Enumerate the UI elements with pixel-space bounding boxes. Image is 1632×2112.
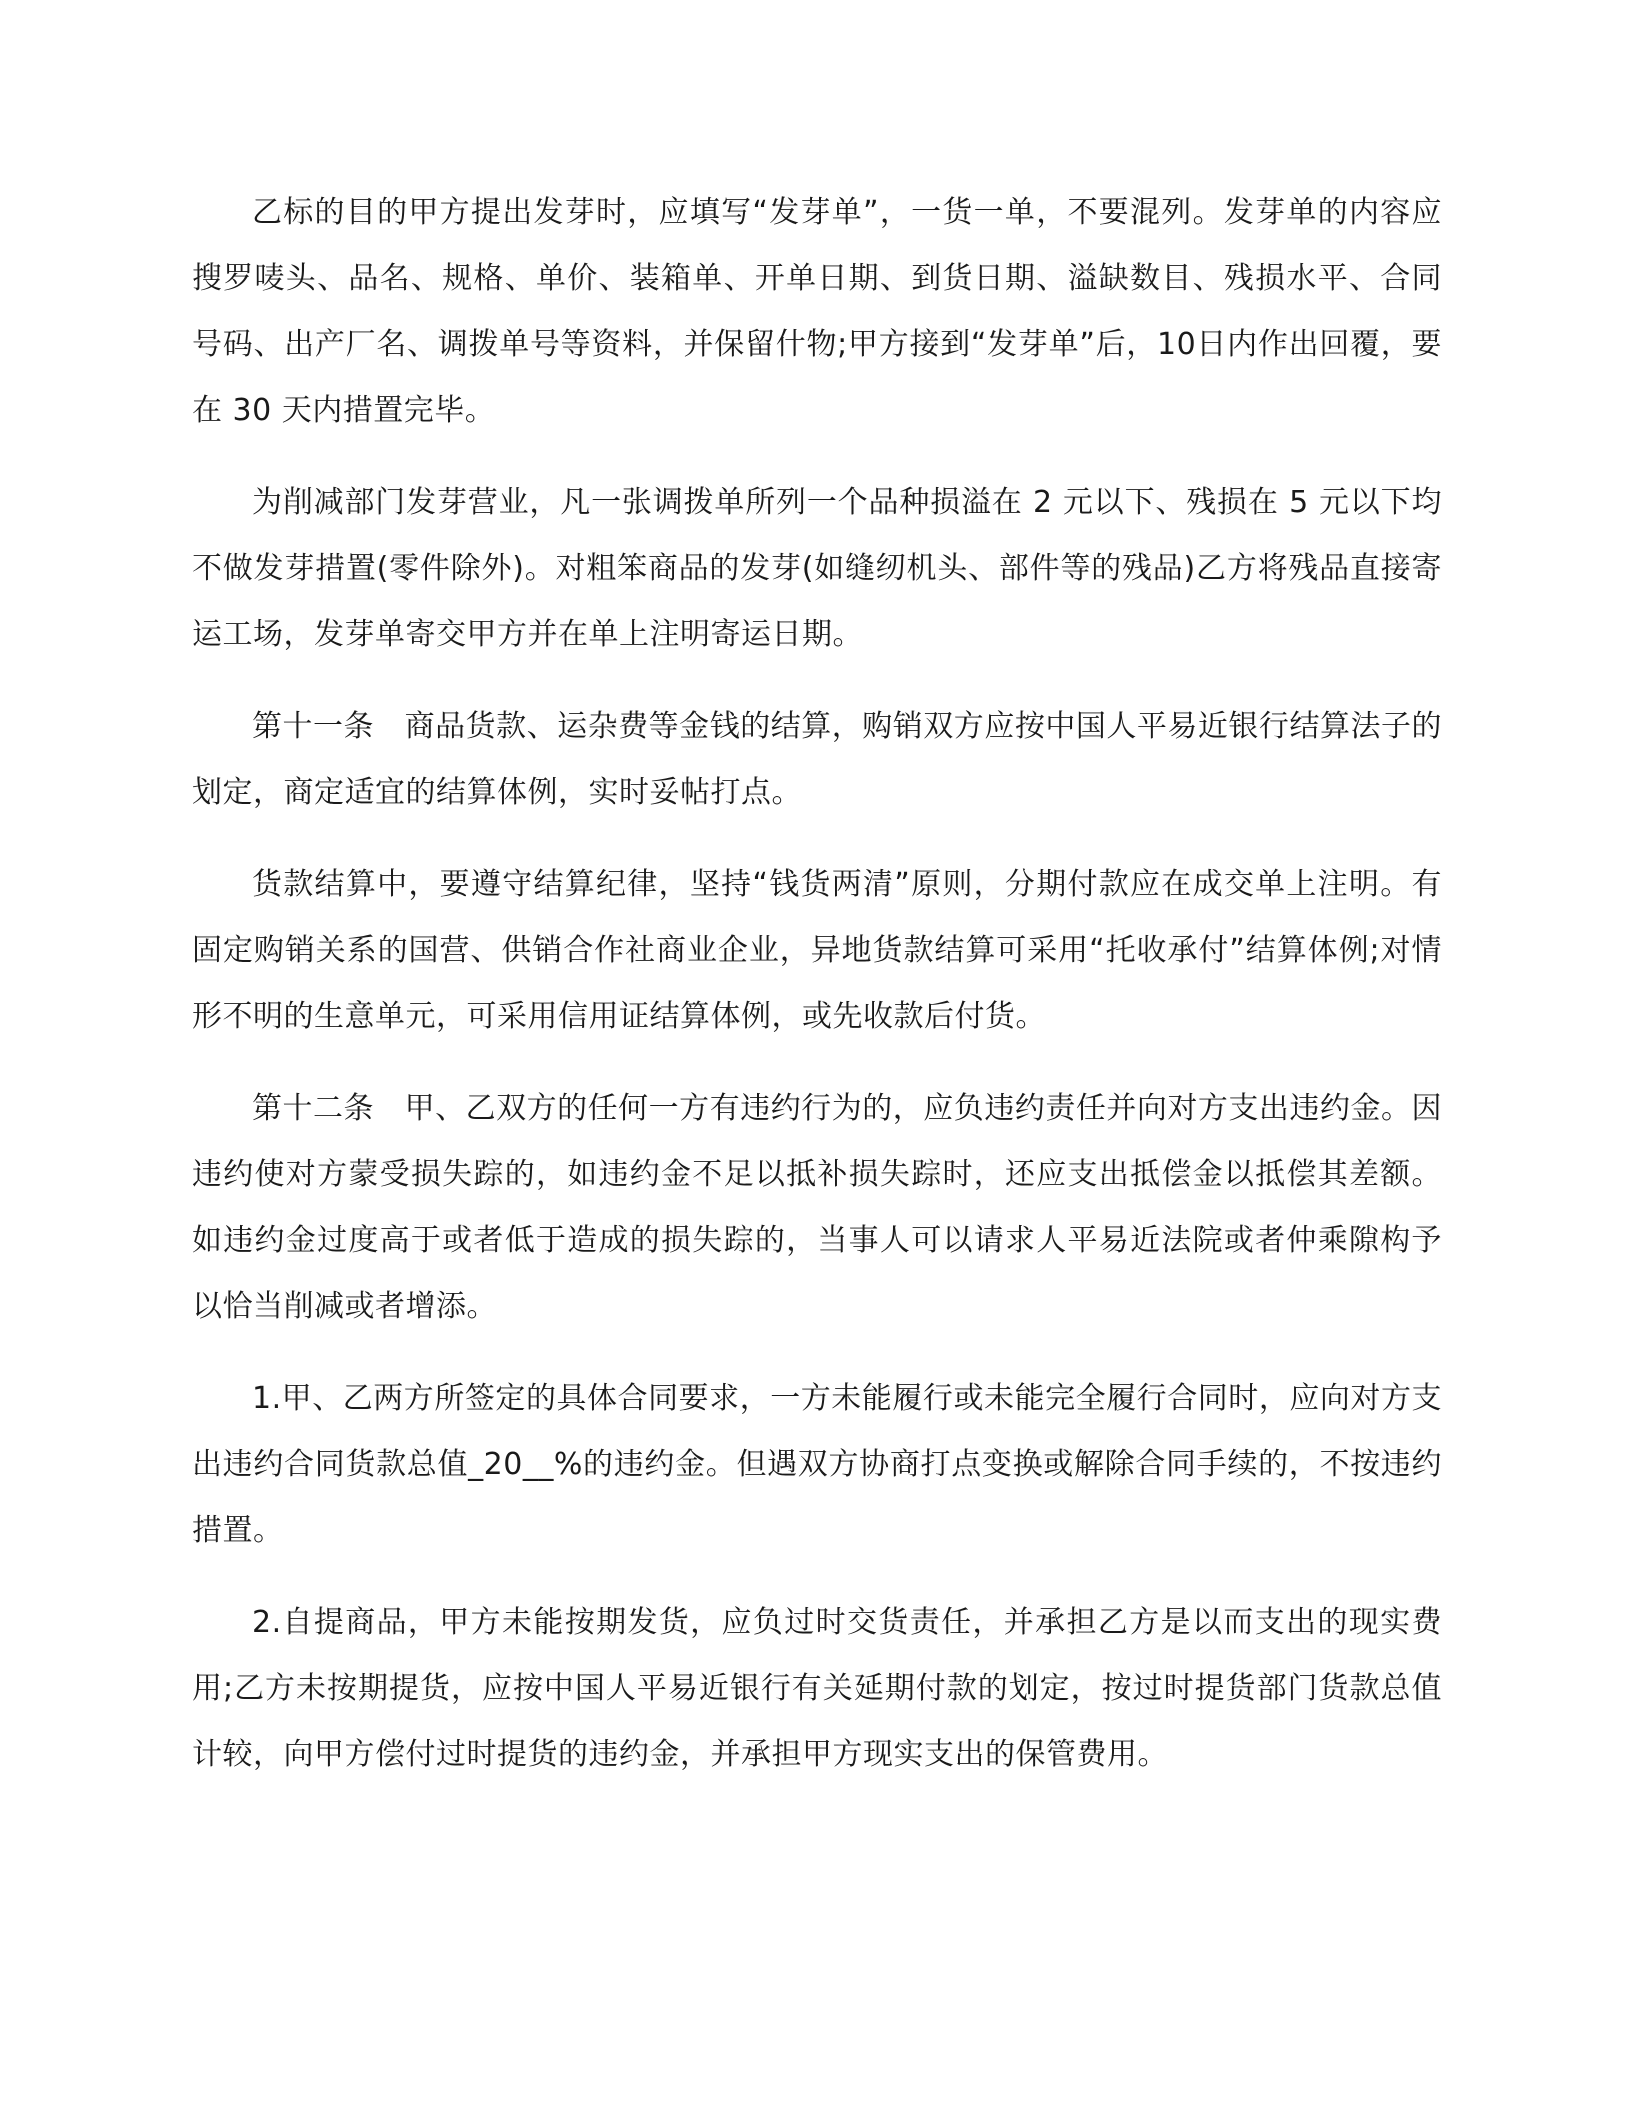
paragraph-payment-settlement: 货款结算中，要遵守结算纪律，坚持“钱货两清”原则，分期付款应在成交单上注明。有固定购销关系的国营、供销合作社商业企业，异地货款结算可采用“托收承付”结算体例;对情形不明的生意单元，可采用信用证结算体例，或先收款后付货。 [192,867,1442,1034]
paragraph-clause-2: 2.自提商品，甲方未能按期发货，应负过时交货责任，并承担乙方是以而支出的现实费用;乙方未按期提货，应按中国人平易近银行有关延期付款的划定，按过时提货部门货款总值计较，向甲方偿付过时提货的违约金，并承担甲方现实支出的保管费用。 [192,1605,1442,1772]
paragraph-article-11: 第十一条 商品货款、运杂费等金钱的结算，购销双方应按中国人平易近银行结算法子的划定，商定适宜的结算体例，实时妥帖打点。 [192,709,1442,810]
paragraph-article-12: 第十二条 甲、乙双方的任何一方有违约行为的，应负违约责任并向对方支出违约金。因违约使对方蒙受损失踪的，如违约金不足以抵补损失踪时，还应支出抵偿金以抵偿其差额。如违约金过度高于或者低于造成的损失踪的，当事人可以请求人平易近法院或者仲乘隙构予以恰当削减或者增添。 [192,1091,1442,1324]
paragraph-small-loss-exemption: 为削减部门发芽营业，凡一张调拨单所列一个品种损溢在 2 元以下、残损在 5 元以下均不做发芽措置(零件除外)。对粗笨商品的发芽(如缝纫机头、部件等的残品)乙方将残品直接寄运工场，发芽单寄交甲方并在单上注明寄运日期。 [192,485,1442,652]
paragraph-return-request: 乙标的目的甲方提出发芽时，应填写“发芽单”，一货一单，不要混列。发芽单的内容应搜罗唛头、品名、规格、单价、装箱单、开单日期、到货日期、溢缺数目、残损水平、合同号码、出产厂名、调拨单号等资料，并保留什物;甲方接到“发芽单”后，10日内作出回覆，要在 30 天内措置完毕。 [192,195,1442,428]
document-body [192,180,1442,1814]
paragraph-clause-1: 1.甲、乙两方所签定的具体合同要求，一方未能履行或未能完全履行合同时，应向对方支出违约合同货款总值_20__%的违约金。但遇双方协商打点变换或解除合同手续的，不按违约措置。 [192,1381,1442,1548]
